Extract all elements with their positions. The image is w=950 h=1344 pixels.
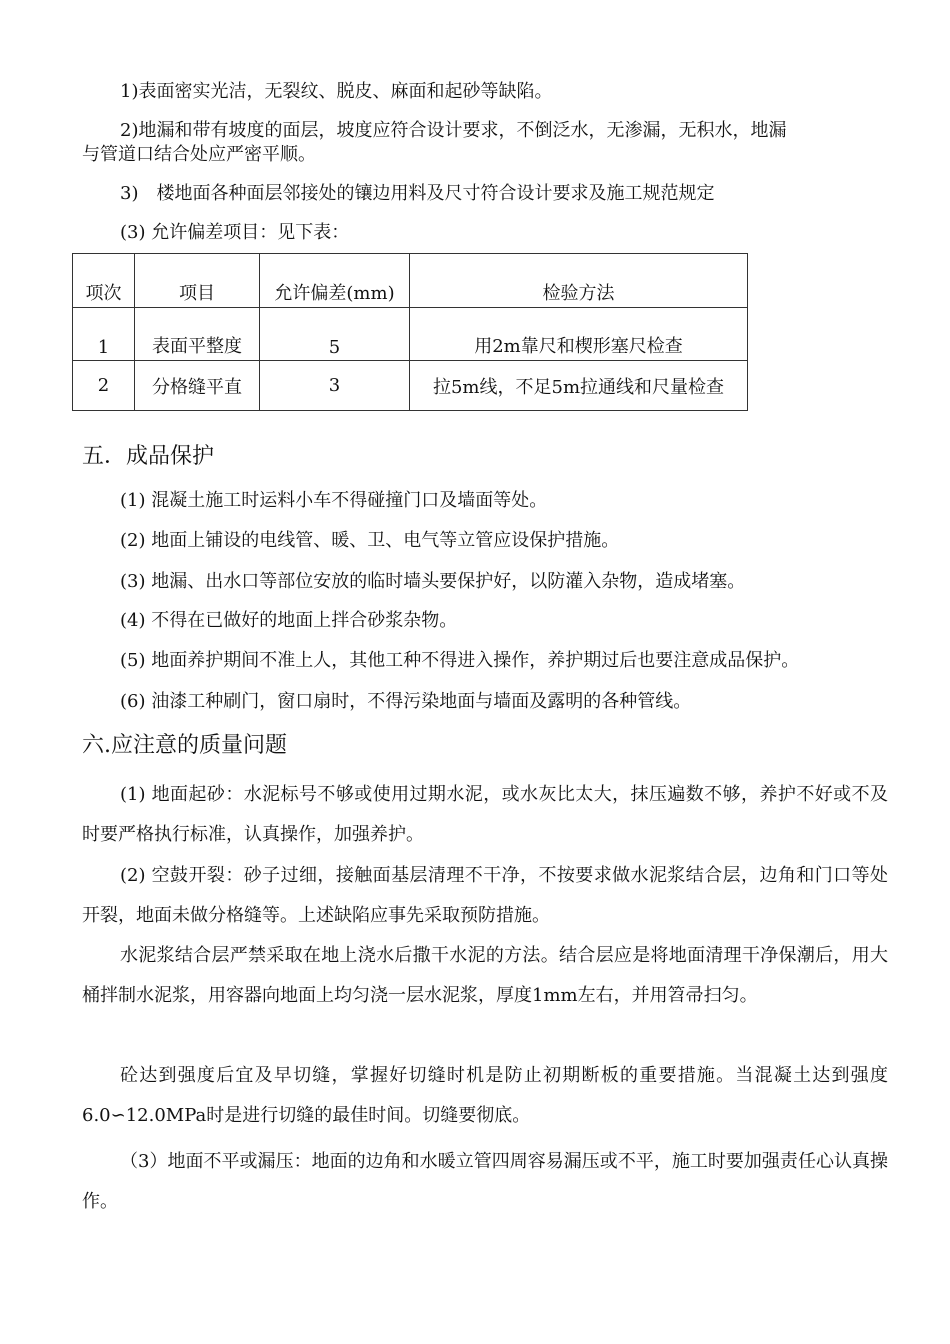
top-item-3: 3) 楼地面各种面层邻接处的镶边用料及尺寸符合设计要求及施工规范规定: [120, 183, 715, 204]
table-cell: 2: [73, 361, 135, 411]
table-cell: 用2m靠尺和楔形塞尺检查: [410, 308, 748, 361]
section-5-title: 五．成品保护: [82, 444, 215, 469]
section-6-title: 六.应注意的质量问题: [82, 733, 287, 758]
table-header-row: [73, 254, 748, 308]
section-5-item: (1) 混凝土施工时运料小车不得碰撞门口及墙面等处。: [120, 490, 548, 511]
table-header: 项目: [135, 254, 260, 308]
table-row: [73, 361, 748, 411]
table-cell: 拉5m线，不足5m拉通线和尺量检查: [410, 361, 748, 411]
deviation-table: [72, 253, 748, 411]
table-intro: (3) 允许偏差项目：见下表：: [120, 222, 350, 243]
section-6-paragraph: 砼达到强度后宜及早切缝，掌握好切缝时机是防止初期断板的重要措施。当混凝土达到强度6.0∽12.0MPa时是进行切缝的最佳时间。切缝要彻底。: [82, 1065, 888, 1126]
section-5-item: (5) 地面养护期间不准上人，其他工种不得进入操作，养护期过后也要注意成品保护。: [120, 650, 800, 671]
table-header: 允许偏差(mm): [260, 254, 410, 308]
section-6-paragraph: (2) 空鼓开裂：砂子过细，接触面基层清理不干净，不按要求做水泥浆结合层，边角和门口等处开裂，地面未做分格缝等。上述缺陷应事先采取预防措施。: [82, 865, 888, 926]
table-header: 检验方法: [410, 254, 748, 308]
table-header: 项次: [73, 254, 135, 308]
section-5-item: (3) 地漏、出水口等部位安放的临时墙头要保护好，以防灌入杂物，造成堵塞。: [120, 571, 746, 592]
table-cell: 1: [73, 308, 135, 361]
top-item-1: 1)表面密实光洁，无裂纹、脱皮、麻面和起砂等缺陷。: [120, 81, 553, 102]
table-cell: 3: [260, 361, 410, 411]
table-row: [73, 308, 748, 361]
section-6-paragraph: (1) 地面起砂：水泥标号不够或使用过期水泥，或水灰比太大，抹压遍数不够，养护不好或不及时要严格执行标准，认真操作，加强养护。: [82, 784, 888, 845]
section-5-item: (4) 不得在已做好的地面上拌合砂浆杂物。: [120, 610, 458, 631]
table-cell: 分格缝平直: [135, 361, 260, 411]
top-item-2-cont: 与管道口结合处应严密平顺。: [82, 144, 316, 165]
section-5-item: (6) 油漆工种刷门，窗口扇时，不得污染地面与墙面及露明的各种管线。: [120, 691, 692, 712]
top-item-2: 2)地漏和带有坡度的面层，坡度应符合设计要求，不倒泛水，无渗漏，无积水，地漏: [120, 120, 787, 141]
table-cell: 表面平整度: [135, 308, 260, 361]
section-6-paragraph: （3）地面不平或漏压：地面的边角和水暖立管四周容易漏压或不平，施工时要加强责任心认真操作。: [82, 1151, 888, 1212]
table-cell: 5: [260, 308, 410, 361]
section-5-item: (2) 地面上铺设的电线管、暖、卫、电气等立管应设保护措施。: [120, 530, 620, 551]
section-6-paragraph: 水泥浆结合层严禁采取在地上浇水后撒干水泥的方法。结合层应是将地面清理干净保潮后，用大桶拌制水泥浆，用容器向地面上均匀浇一层水泥浆，厚度1mm左右，并用笤帚扫匀。: [82, 945, 888, 1006]
